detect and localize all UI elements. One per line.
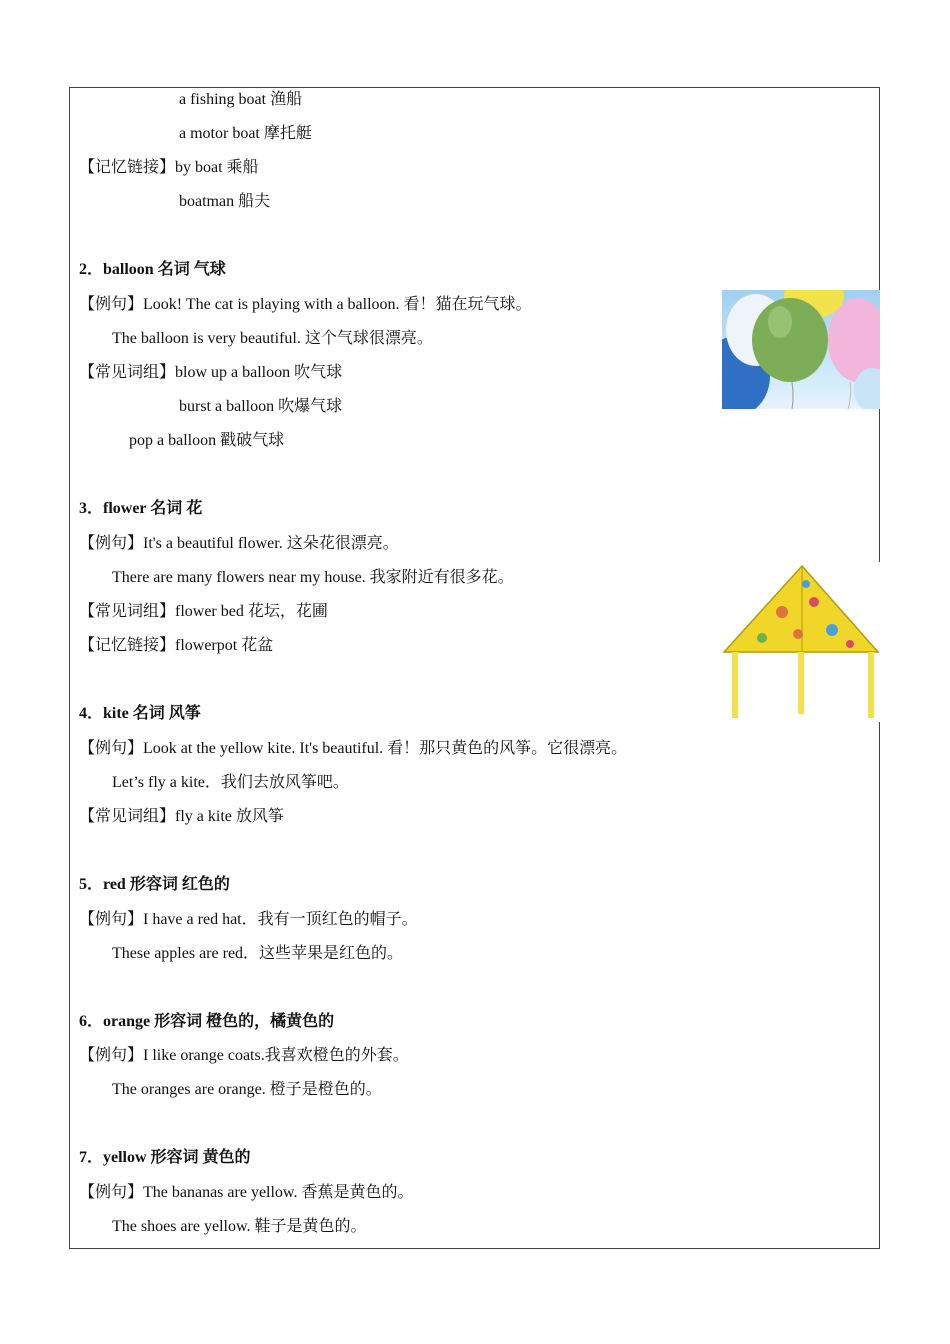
heading-kite: 4．kite 名词 风筝 xyxy=(79,705,201,722)
phrase-burst-balloon: burst a balloon 吹爆气球 xyxy=(179,398,343,415)
heading-orange: 6．orange 形容词 橙色的，橘黄色的 xyxy=(79,1013,335,1030)
phrase-fly-kite: 【常见词组】fly a kite 放风筝 xyxy=(79,808,284,825)
example-kite-1: 【例句】Look at the yellow kite. It's beautiful. 看！那只黄色的风筝。它很漂亮。 xyxy=(79,740,628,757)
heading-balloon: 2．balloon 名词 气球 xyxy=(79,261,226,278)
example-kite-2: Let’s fly a kite．我们去放风筝吧。 xyxy=(112,774,349,791)
example-red-1: 【例句】I have a red hat．我有一顶红色的帽子。 xyxy=(79,911,418,928)
kite-image xyxy=(722,562,880,722)
heading-flower: 3．flower 名词 花 xyxy=(79,500,203,517)
memory-link-boat: 【记忆链接】by boat 乘船 xyxy=(79,159,259,176)
example-red-2: These apples are red．这些苹果是红色的。 xyxy=(112,945,404,962)
example-flower-2: There are many flowers near my house. 我家附近有很多花。 xyxy=(112,569,514,586)
phrase-blow-up-balloon: 【常见词组】blow up a balloon 吹气球 xyxy=(79,364,343,381)
example-balloon-2: The balloon is very beautiful. 这个气球很漂亮。 xyxy=(112,330,433,347)
phrase-boatman: boatman 船夫 xyxy=(179,193,271,210)
heading-red: 5．red 形容词 红色的 xyxy=(79,876,230,893)
heading-yellow: 7．yellow 形容词 黄色的 xyxy=(79,1149,251,1166)
memory-link-flowerpot: 【记忆链接】flowerpot 花盆 xyxy=(79,637,274,654)
example-yellow-2: The shoes are yellow. 鞋子是黄色的。 xyxy=(112,1218,367,1235)
phrase-fishing-boat: a fishing boat 渔船 xyxy=(179,91,303,108)
phrase-pop-balloon: pop a balloon 戳破气球 xyxy=(129,432,285,449)
example-yellow-1: 【例句】The bananas are yellow. 香蕉是黄色的。 xyxy=(79,1184,414,1201)
example-orange-2: The oranges are orange. 橙子是橙色的。 xyxy=(112,1081,382,1098)
phrase-motor-boat: a motor boat 摩托艇 xyxy=(179,125,312,142)
phrase-flower-bed: 【常见词组】flower bed 花坛，花圃 xyxy=(79,603,328,620)
example-balloon-1: 【例句】Look! The cat is playing with a balloon. 看！猫在玩气球。 xyxy=(79,296,532,313)
balloons-image xyxy=(722,290,880,409)
example-flower-1: 【例句】It's a beautiful flower. 这朵花很漂亮。 xyxy=(79,535,399,552)
example-orange-1: 【例句】I like orange coats.我喜欢橙色的外套。 xyxy=(79,1047,409,1064)
